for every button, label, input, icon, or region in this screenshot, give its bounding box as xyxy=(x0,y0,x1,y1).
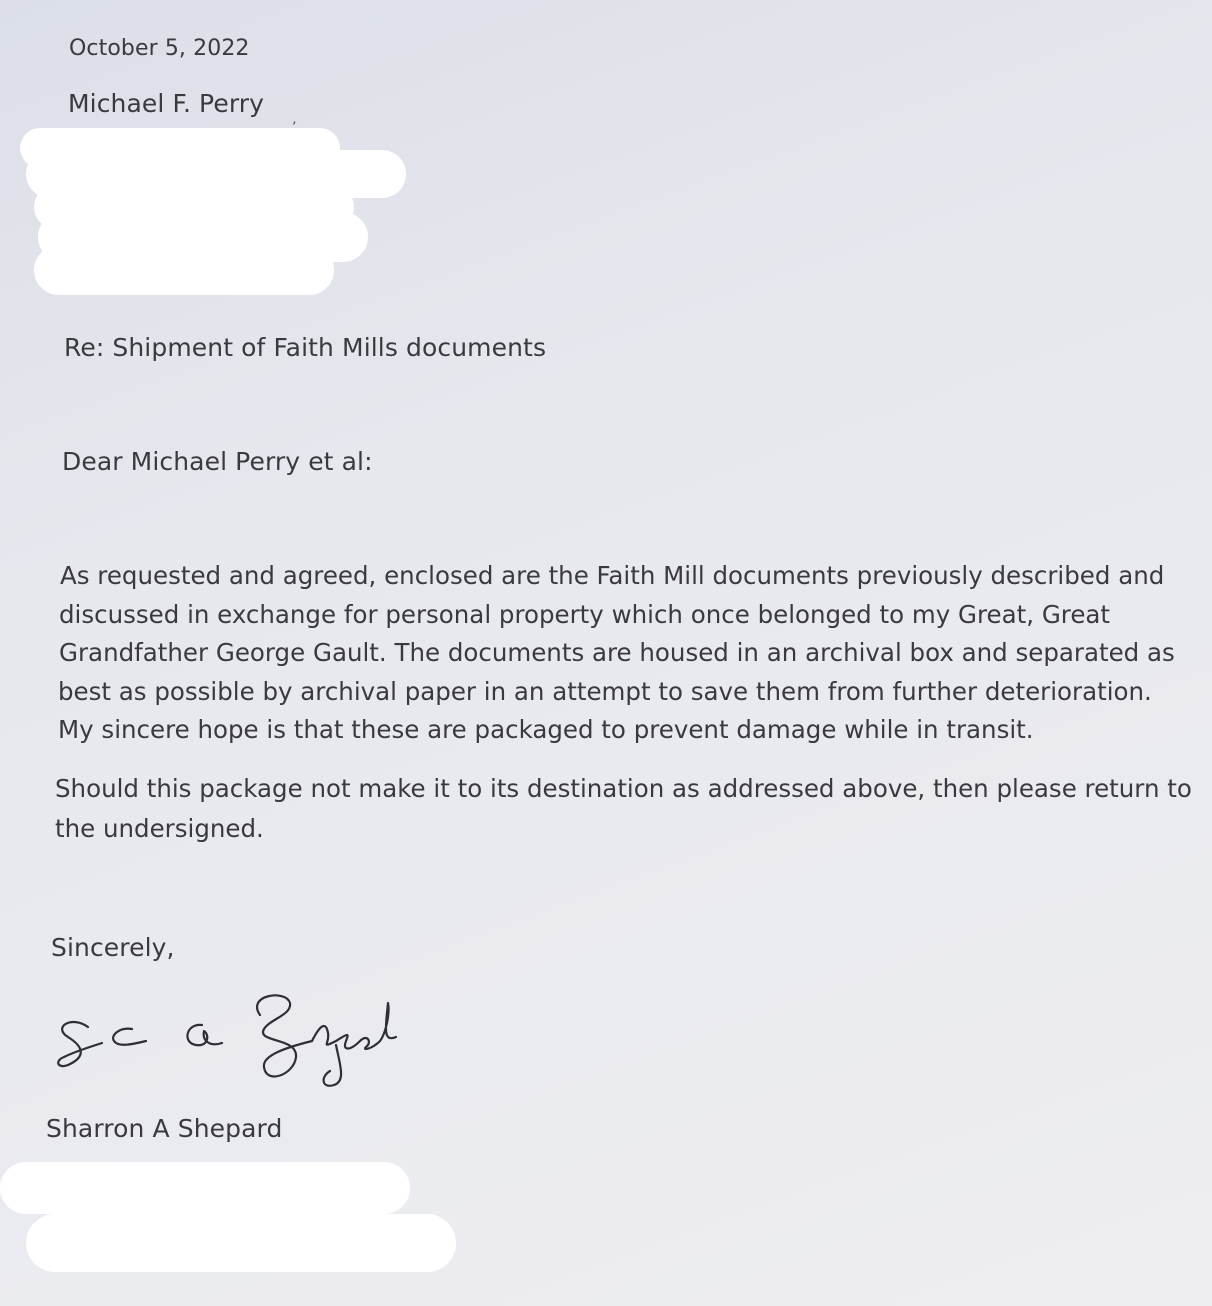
paragraph-line: My sincere hope is that these are packaged to prevent damage while in transit. xyxy=(58,715,1034,744)
paragraph-line: Should this package not make it to its destination as addressed above, then please return to xyxy=(55,774,1192,803)
paragraph-line: Grandfather George Gault. The documents are housed in an archival box and separated as xyxy=(59,638,1175,667)
handwritten-signature-icon xyxy=(50,985,410,1100)
paragraph-line: the undersigned. xyxy=(55,814,264,843)
paragraph-line: discussed in exchange for personal property which once belonged to my Great, Great xyxy=(59,600,1111,629)
letter-salutation: Dear Michael Perry et al: xyxy=(62,447,373,476)
redaction-blot-address xyxy=(34,245,334,295)
redaction-blot-sender-address xyxy=(0,1162,410,1214)
letter-date: October 5, 2022 xyxy=(69,36,250,61)
paragraph-line: best as possible by archival paper in an attempt to save them from further deterioration. xyxy=(58,677,1152,706)
letter-closing: Sincerely, xyxy=(51,933,175,962)
redaction-blot-sender-address xyxy=(26,1214,456,1272)
signer-name: Sharron A Shepard xyxy=(46,1114,283,1143)
recipient-name: Michael F. Perry xyxy=(68,89,265,118)
letter-subject: Re: Shipment of Faith Mills documents xyxy=(64,333,547,362)
paragraph-line: As requested and agreed, enclosed are the Faith Mill documents previously described and xyxy=(60,561,1165,590)
